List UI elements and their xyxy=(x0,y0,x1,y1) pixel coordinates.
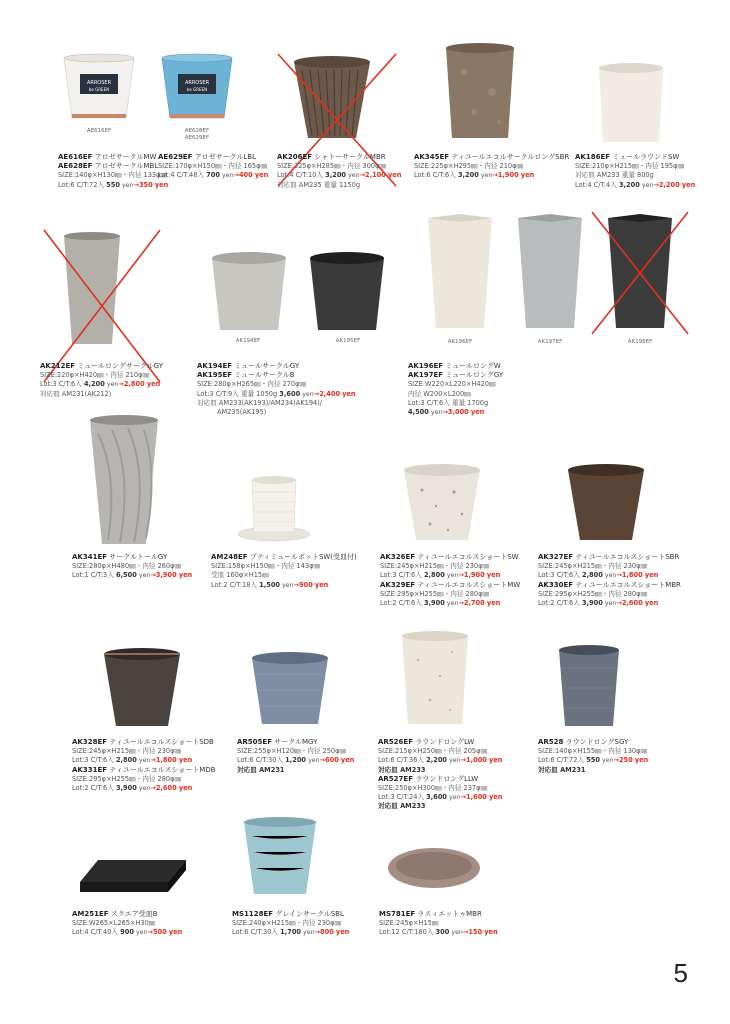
svg-text:ARROSER: ARROSER xyxy=(86,80,112,86)
product-image-ms1128 xyxy=(242,816,318,896)
product-image-ms781 xyxy=(386,842,482,892)
product-info-ak326: AK326EF ティユールエコルスショートSW SIZE:245φ×H215㎜・内径 230φ㎜ Lot:3 C/T:6入 2,800 yen→1,900 yen AK329EF ティユールエコルスショートMW SIZE:295φ×H255㎜・内径 280φ㎜ Lot:2 C/T:6入 3,900 yen→2,700 yen xyxy=(380,553,521,608)
black-square-saucer-image xyxy=(76,856,188,896)
dark-brown-pot-image xyxy=(566,462,646,542)
stone-textured-long-pot-image xyxy=(444,42,516,140)
product-info-ak328: AK328EF ティユールエコルスショートSDB SIZE:245φ×H215㎜・内径 230φ㎜ Lot:3 C/T:6入 2,800 yen→1,800 yen AK331EF ティユールエコルスショートMDB SIZE:295φ×H255㎜・内径 280φ㎜ Lot:2 C/T:6入 3,900 yen→2,600 yen xyxy=(72,738,216,793)
gray-tall-twisted-pot-image xyxy=(88,414,160,546)
white-small-pot-with-saucer-image xyxy=(234,474,314,542)
product-image-ae616 xyxy=(62,52,136,122)
product-image-ak345 xyxy=(444,42,516,140)
product-info-ms781: MS781EF ラスィエットゥMBR SIZE:245φ×H15㎜ Lot:12 C/T:180入 300 yen→150 yen xyxy=(379,910,498,937)
product-info-ae629: AE629EF アロゼサークルLBL SIZE:170φ×H150㎜・内径 165φ㎜ Lot:4 C/T:48入 700 yen→400 yen xyxy=(158,153,269,180)
gray-square-long-pot-image xyxy=(516,212,584,330)
product-image-ae629 xyxy=(160,52,234,122)
image-label: AK195EF xyxy=(335,338,361,344)
white-square-long-pot-image xyxy=(426,212,494,330)
speckled-white-long-pot-image xyxy=(400,630,470,726)
svg-text:ARROSER: ARROSER xyxy=(184,80,210,86)
product-image-ar505 xyxy=(250,650,330,726)
image-label: AK196EF xyxy=(447,339,473,345)
discontinued-cross-icon xyxy=(588,208,692,338)
image-label: AK194EF xyxy=(235,338,261,344)
product-info-ak212: AK212EF ミュールロングサークルGY SIZE:220φ×H420㎜・内径 210φ㎜ Lot:3 C/T:6入 4,200 yen→2,800 yen 対応皿 AM231(AK212) xyxy=(40,362,163,398)
product-image-ak186 xyxy=(597,62,665,144)
product-info-ak206: AK206EF シャトーサークルMBR SIZE:325φ×H285㎜・内径 300φ㎜ Lot:4 C/T:10入 3,200 yen→2,100 yen 対応皿 AM235 重量 1150g xyxy=(277,153,402,189)
product-image-ak197 xyxy=(516,212,584,330)
page-number: 5 xyxy=(673,958,688,988)
product-info-ak196: AK196EF ミュールロングW AK197EF ミュールロングGY SIZE:W220×L220×H420㎜ 内径 W200×L200㎜ Lot:3 C/T:6入 重量 1700g 4,500 yen→3,000 yen xyxy=(408,362,504,417)
product-image-ak196 xyxy=(426,212,494,330)
svg-text:be GREEN: be GREEN xyxy=(186,87,208,92)
brown-round-saucer-image xyxy=(386,842,482,892)
product-image-ak328 xyxy=(102,646,182,728)
product-info-ak327: AK327EF ティユールエコルスショートSBR SIZE:245φ×H215㎜・内径 230φ㎜ Lot:3 C/T:6入 2,800 yen→1,800 yen AK330EF ティユールエコルスショートMBR SIZE:295φ×H255㎜・内径 280φ㎜ Lot:2 C/T:6入 3,900 yen→2,600 yen xyxy=(538,553,681,608)
product-image-ak194 xyxy=(210,250,288,332)
blue-pot-image xyxy=(160,52,234,122)
product-image-ak327 xyxy=(566,462,646,542)
product-info-ak186: AK186EF ミュールラウンドSW SIZE:210φ×H215㎜・内径 195φ㎜ 対応皿 AM233 重量 800g Lot:4 C/T:4入 3,200 yen→2,200 yen xyxy=(575,153,696,189)
image-label: AK197EF xyxy=(537,339,563,345)
image-label: AE628EF AE629EF xyxy=(184,128,210,141)
product-info-ak341: AK341EF サークルトールGY SIZE:280φ×H480㎜・内径 260φ㎜ Lot:1 C/T:3入 6,500 yen→3,900 yen xyxy=(72,553,193,580)
black-round-pot-image xyxy=(308,250,386,332)
product-info-am251: AM251EF スクエア受皿B SIZE:W265×L265×H30㎜ Lot:4 C/T:40入 900 yen→500 yen xyxy=(72,910,183,937)
product-info-ak194: AK194EF ミュールサークルGY AK195EF ミュールサークルB SIZE:280φ×H265㎜・内径 270φ㎜ Lot:3 C/T:9入 重量 1050g 3,600 yen→2,400 yen 対応皿 AM233(AK193)/AM234(AK194)/ AM235(AK195) xyxy=(197,362,356,417)
dark-blue-brown-pot-image xyxy=(102,646,182,728)
product-info-am248: AM248EF プティミュールポットSW(受皿付) SIZE:158φ×H150㎜・内径 143φ㎜ 受皿 160φ×H15㎜ Lot:2 C/T:18入 1,500 yen→900 yen xyxy=(211,553,357,589)
product-info-ms1128: MS1128EF グレインサークルSBL SIZE:240φ×H215㎜・内径 230φ㎜ Lot:6 C/T:30入 1,700 yen→800 yen xyxy=(232,910,350,937)
svg-text:be GREEN: be GREEN xyxy=(88,87,110,92)
product-info-ae616: AE616EF アロゼサークルMW AE628EF アロゼサークルMBL SIZE:140φ×H130㎜・内径 133φ㎜ Lot:6 C/T:72入 550 yen→350 yen xyxy=(58,153,169,189)
white-pot-image xyxy=(62,52,136,122)
image-label: AK198EF xyxy=(627,339,653,345)
blue-gray-round-pot-image xyxy=(250,650,330,726)
product-image-am251 xyxy=(76,856,188,896)
product-image-ak326 xyxy=(402,462,482,542)
product-info-ar505: AR505EF サークルMGY SIZE:255φ×H120㎜・内径 250φ㎜ Lot:6 C/T:30入 1,200 yen→600 yen 対応皿 AM231 xyxy=(237,738,355,774)
speckled-white-pot-image xyxy=(402,462,482,542)
product-image-am248 xyxy=(234,474,314,542)
product-image-ar528 xyxy=(557,644,621,728)
light-gray-round-pot-image xyxy=(210,250,288,332)
product-info-ak345: AK345EF ティユールエコルサークルロングSBR SIZE:225φ×H295㎜・内径 210φ㎜ Lot:6 C/T:6入 3,200 yen→1,900 yen xyxy=(414,153,570,180)
product-info-ar528: AR528 ラウンドロングSGY SIZE:140φ×H155㎜・内径 130φ㎜ Lot:6 C/T:72入 550 yen→250 yen 対応皿 AM231 xyxy=(538,738,649,774)
product-image-ar526 xyxy=(400,630,470,726)
image-label: AE616EF xyxy=(86,128,112,134)
dark-gray-round-long-pot-image xyxy=(557,644,621,728)
white-round-pot-image xyxy=(597,62,665,144)
light-blue-grain-pot-image xyxy=(242,816,318,896)
product-image-ak195 xyxy=(308,250,386,332)
product-image-ak341 xyxy=(88,414,160,546)
product-info-ar526: AR526EF ラウンドロングLW SIZE:215φ×H250㎜・内径 205φ㎜ Lot:6 C/T:36入 2,200 yen→1,000 yen 対応皿 AM233 AR527EF ラウンドロングLLW SIZE:250φ×H300㎜・内径 237φ㎜ Lot:3 C/T:24入 3,600 yen→1,600 yen 対応皿 AM233 xyxy=(378,738,503,811)
